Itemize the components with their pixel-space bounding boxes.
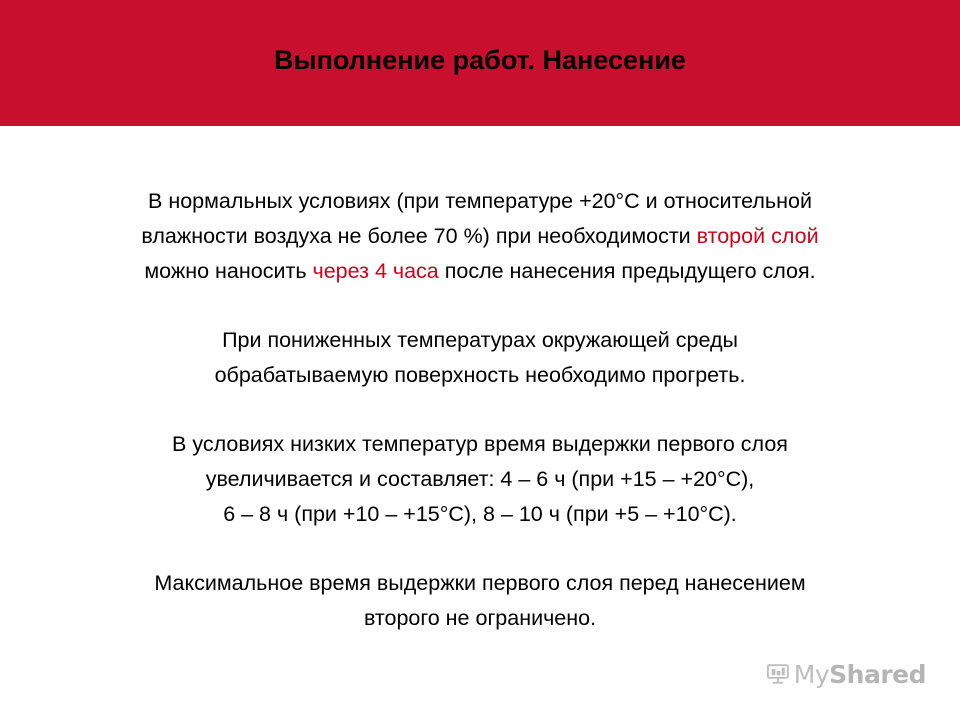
highlight-second-layer: второй слой (696, 224, 819, 248)
paragraph-low-temperatures (10, 323, 950, 393)
text-line: В условиях низких температур время выдержки первого слоя (172, 432, 788, 456)
watermark-text (794, 660, 926, 689)
slide-title: Выполнение работ. Нанесение (274, 45, 686, 75)
paragraph-max-time (10, 566, 950, 636)
text-line: При пониженных температурах окружающей среды (222, 328, 738, 352)
text-line: 6 – 8 ч (при +10 – +15°С), 8 – 10 ч (при +5 – +10°С). (223, 502, 737, 526)
watermark-my: My (793, 659, 830, 689)
text-segment: можно наносить (144, 259, 313, 283)
text-line: увеличивается и составляет: 4 – 6 ч (при +15 – +20°С), (205, 467, 755, 491)
text-segment: влажности воздуха не более 70 %) при необходимости (141, 224, 697, 248)
paragraph-curing-time (10, 427, 950, 532)
text-line: Максимальное время выдержки первого слоя перед нанесением (154, 571, 806, 595)
text-line (10, 254, 950, 289)
text-line: второго не ограничено. (363, 606, 597, 630)
slide-body (10, 184, 950, 636)
watermark-shared: Shared (829, 659, 926, 689)
presentation-icon (766, 657, 790, 691)
text-line: обрабатываемую поверхность необходимо прогреть. (214, 363, 746, 387)
text-line: В нормальных условиях (при температуре +20°С и относительной (148, 189, 812, 213)
highlight-four-hours: через 4 часа (312, 259, 439, 283)
text-segment: после нанесения предыдущего слоя. (438, 259, 816, 283)
text-line (10, 219, 950, 254)
myshared-watermark (766, 654, 926, 694)
paragraph-normal-conditions (10, 184, 950, 289)
